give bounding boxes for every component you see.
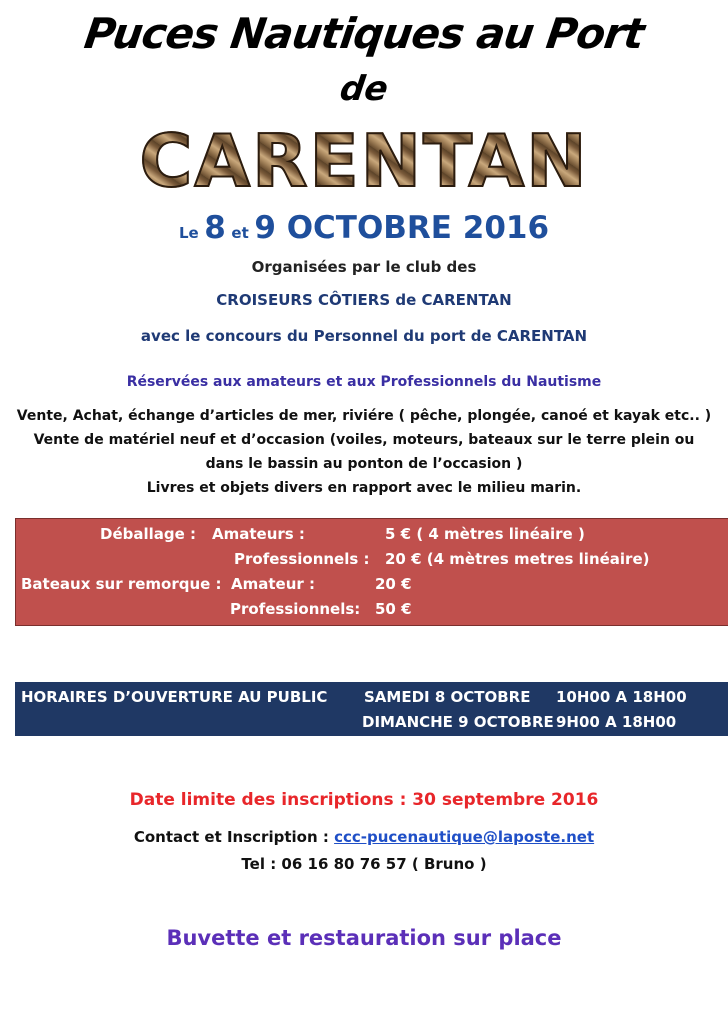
- contact-phone: Tel : 06 16 80 76 57 ( Bruno ): [241, 855, 487, 873]
- hours-day1: SAMEDI 8 OCTOBRE: [364, 688, 531, 706]
- hours-day2: DIMANCHE 9 OCTOBRE: [362, 713, 554, 731]
- pricing-box: [15, 518, 728, 626]
- contact-label: Contact et Inscription :: [133, 828, 335, 846]
- deballage-label: Déballage :: [100, 525, 197, 543]
- hours-day1-times: 10H00 A 18H00: [556, 688, 687, 706]
- contact-line: [0, 828, 728, 846]
- description-line: Vente, Achat, échange d’articles de mer, riviére ( pêche, plongée, canoé et kayak etc.. ): [16, 408, 712, 424]
- amateurs-label: Amateurs :: [212, 525, 305, 543]
- registration-deadline: Date limite des inscriptions : 30 septembre 2016: [129, 790, 599, 810]
- audience-line: Réservées aux amateurs et aux Professionnels du Nautisme: [126, 374, 602, 390]
- footer-note: Buvette et restauration sur place: [166, 926, 562, 950]
- date-rest: 9 OCTOBRE 2016: [254, 210, 550, 246]
- concours-line: avec le concours du Personnel du port de CARENTAN: [140, 327, 588, 345]
- hours-label: HORAIRES D’OUVERTURE AU PUBLIC: [21, 688, 328, 706]
- description-line: Vente de matériel neuf et d’occasion (voiles, moteurs, bateaux sur le terre plein ou: [33, 432, 695, 448]
- organisers-intro: Organisées par le club des: [251, 258, 477, 276]
- amateurs-price: 5 € ( 4 mètres linéaire ): [385, 525, 585, 543]
- description-line: Livres et objets divers en rapport avec le milieu marin.: [146, 480, 582, 496]
- hours-box: [15, 682, 728, 736]
- contact-email-link[interactable]: ccc-pucenautique@laposte.net: [334, 828, 595, 846]
- club-name: CROISEURS CÔTIERS de CARENTAN: [216, 291, 512, 309]
- bateaux-label: Bateaux sur remorque :: [21, 575, 222, 593]
- town-heading: CARENTAN: [0, 118, 728, 204]
- amateur-price: 20 €: [375, 575, 412, 593]
- title-line2: de: [337, 69, 391, 109]
- date-le: Le: [178, 224, 199, 242]
- date-day1: 8: [204, 210, 226, 246]
- pros2-label: Professionnels:: [230, 600, 361, 618]
- event-dates: [0, 210, 728, 246]
- date-et: et: [231, 224, 249, 242]
- title-line1: Puces Nautiques au Port: [81, 9, 647, 58]
- description-line: dans le bassin au ponton de l’occasion ): [205, 456, 523, 472]
- hours-day2-times: 9H00 A 18H00: [556, 713, 677, 731]
- pros2-price: 50 €: [375, 600, 412, 618]
- amateur-label: Amateur :: [231, 575, 316, 593]
- pros-label: Professionnels :: [234, 550, 370, 568]
- pros-price: 20 € (4 mètres metres linéaire): [385, 550, 650, 568]
